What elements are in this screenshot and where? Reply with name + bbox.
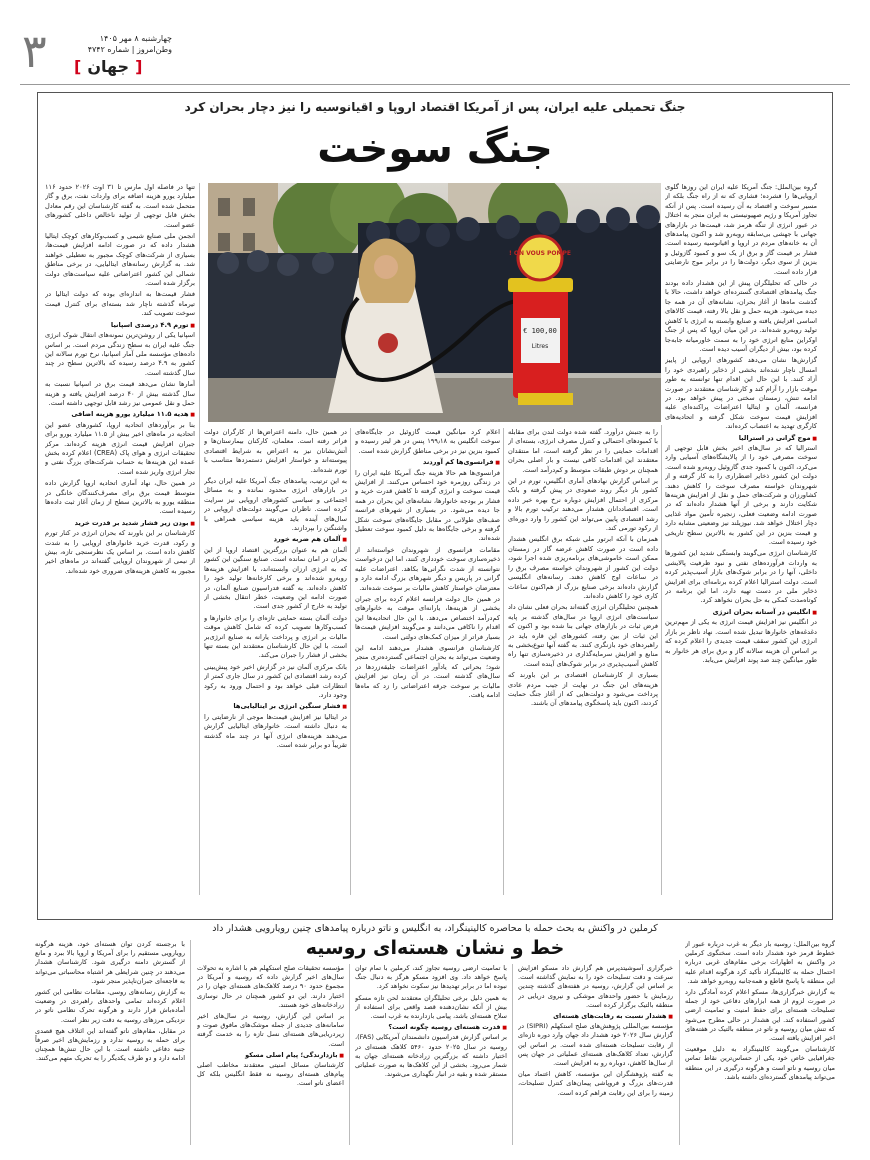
section-label — [74, 57, 142, 76]
paragraph: را به جنبش درآورد. گفته شده دولت لندن برای مقابله با کمبودهای احتمالی و کنترل مصرف انرژی، بسته‌ای از اقدامات حمایتی را در نظر گرفته است، اما منتقدان معتقدند این اقدامات کافی نیست و بار اصلی بحران همچنان بر دوش طبقات متوسط و کم‌درآمد است. — [508, 428, 658, 474]
story2-column-4 — [197, 964, 344, 1145]
paragraph: بانک مرکزی آلمان نیز در گزارش اخیر خود پیش‌بینی کرده رشد اقتصادی این کشور در سال جاری کمتر از انتظارات قبلی خواهد بود و احتمال ورود به رکود وجود دارد. — [204, 662, 347, 699]
story2-column-5 — [35, 940, 185, 1145]
article-column-4 — [204, 428, 347, 895]
protest-photo-illustration — [208, 183, 661, 422]
story2-headline: خط و نشان هسته‌ای روسیه — [305, 937, 565, 959]
paragraph: در حالی که تحلیلگران پیش از این هشدار داده بودند جنگ پیامدهای اقتصادی گسترده‌ای خواهد داشت، حالا با گذشت ماه‌ها از آغاز بحران، نشانه‌های آن در همه جا دیده می‌شود. هزینه حمل و نقل بالا رفته، قیمت کالاهای اساسی افزایش یافته و صنایع وابسته به انرژی با کاهش تولید روبه‌رو شده‌اند. در این میان اروپا که پس از جنگ اوکراین منابع انرژی خود را به سمت خاورمیانه جابه‌جا کرده بود، بیش از دیگران آسیب دیده است. — [665, 279, 817, 353]
paragraph: با برجسته کردن توان هسته‌ای خود، هزینه هرگونه رویارویی مستقیم را برای آمریکا و اروپا بالا ببرد و مانع از گسترش دامنه درگیری شود. کارشناسان هشدار می‌دهند در چنین شرایطی هر اشتباه محاسباتی می‌تواند به فاجعه‌ای جبران‌ناپذیر منجر شود. — [35, 940, 185, 985]
paragraph: در انگلیس نیز افزایش قیمت انرژی به یکی از مهم‌ترین دغدغه‌های خانوارها تبدیل شده است. نهاد ناظر بر بازار انرژی این کشور سقف قیمت جدیدی را اعلام کرده که بر اساس آن هزینه سالانه گاز و برق برای هر خانوار به طور میانگین چند صد پوند افزایش می‌یابد. — [665, 618, 817, 664]
paragraph: کارشناسان بر این باورند که بحران انرژی در کنار تورم و رکود، قدرت خرید خانوارهای اروپایی را به شدت کاهش داده است. بر اساس یک نظرسنجی تازه، بیش از نیمی از شهروندان اروپایی گفته‌اند در ماه‌های اخیر مجبور به کاهش هزینه‌های ضروری خود شده‌اند. — [45, 529, 195, 575]
photo-sign-text: ON VOUS POMPE ! — [509, 250, 571, 257]
lead-paragraph: گروه بین‌الملل: روسیه بار دیگر به غرب درباره عبور از خطوط قرمز خود هشدار داده است. سخنگوی کرملین در واکنش به اظهارات برخی مقام‌های غربی درباره احتمال حمله به کالینینگراد تأکید کرد هرگونه اقدام علیه این منطقه با پاسخ قاطع و همه‌جانبه روبه‌رو خواهد شد. — [685, 940, 835, 985]
masthead-rule — [20, 84, 850, 85]
column-rule — [503, 428, 504, 895]
paragraph: بر اساس گزارش نهادهای آماری انگلیس، تورم در این کشور بار دیگر روند صعودی در پیش گرفته و بانک مرکزی از احتمال افزایش دوباره نرخ بهره خبر داده است. اقتصاددانان هشدار می‌دهند ترکیب تورم بالا و رشد اقتصادی پایین می‌تواند این کشور را وارد دوره‌ای از رکود تورمی کند. — [508, 477, 658, 533]
story2-column-1 — [685, 940, 835, 1145]
column-rule — [199, 183, 200, 895]
paragraph: به همین دلیل برخی تحلیلگران معتقدند لحن تازه مسکو بیش از آنکه نشان‌دهنده قصد واقعی برای استفاده از سلاح هسته‌ای باشد، پیامی بازدارنده به غرب است. — [355, 993, 507, 1021]
paragraph: بسیاری از کارشناسان اقتصادی بر این باورند که هزینه‌های این جنگ در نهایت از جیب مردم عادی پرداخت می‌شود و دولت‌هایی که از آغاز جنگ حمایت کردند، اکنون باید پاسخگوی پیامدهای آن باشند. — [508, 671, 658, 708]
column-rule — [349, 964, 350, 1145]
paragraph: انجمن ملی صنایع شیمی و کسب‌وکارهای کوچک ایتالیا هشدار داده که در صورت ادامه افزایش قیمت‌ها، بسیاری از شرکت‌های کوچک مجبور به تعطیلی خواهند شد. به گزارش رسانه‌های ایتالیایی، در برخی مناطق شمالی این کشور اعتراضاتی علیه سیاست‌های دولت برگزار شده است. — [45, 232, 195, 288]
paragraph: با تمامیت ارضی روسیه تجاوز کند، کرملین با تمام توان پاسخ خواهد داد. وی افزود مسکو هرگز به دنبال جنگ نبوده اما در برابر تهدیدها نیز سکوت نخواهد کرد. — [355, 964, 507, 991]
paragraph: کارشناسان فرانسوی هشدار می‌دهند ادامه این وضعیت می‌تواند به بحران اجتماعی گسترده‌تری منجر شود؛ بحرانی که یادآور اعتراضات جلیقه‌زردها در سال‌های گذشته است. در آن زمان نیز افزایش مالیات بر سوخت جرقه اعتراضاتی را زد که ماه‌ها ادامه یافت. — [355, 643, 500, 699]
paragraph: همچنین تحلیلگران انرژی گفته‌اند بحران فعلی نشان داد سیاست‌های انرژی اروپا در سال‌های گذشته بر پایه فرض ثبات در بازارهای جهانی بنا شده بود و اکنون که این ثبات از بین رفته، کشورهای این قاره باید در راهبردهای خود بازنگری کنند. به گفته آنها تنوع‌بخشی به منابع و افزایش سرمایه‌گذاری در ذخیره‌سازی تنها راه کاهش آسیب‌پذیری در برابر شوک‌های آینده است. — [508, 603, 658, 668]
bracket-open: [ — [135, 57, 143, 76]
issue-number: وطن‌امروز | شماره ۴۷۴۲ — [87, 45, 172, 54]
paragraph: تنها در فاصله اول مارس تا ۳۱ اوت ۲۰۲۶ حدود ۱۱۶ میلیارد یورو هزینه اضافه برای واردات نفت، برق و گاز متحمل شده است. به گفته کارشناسان این رقم معادل بخش قابل توجهی از تولید ناخالص داخلی کشورهای عضو است. — [45, 183, 195, 229]
paragraph: در ایتالیا نیز افزایش قیمت‌ها موجی از نارضایتی را به دنبال داشته است. خانوارهای ایتالیایی گزارش می‌دهند هزینه‌های انرژی آنها در چند ماه گذشته تقریباً دو برابر شده است. — [204, 712, 347, 749]
paragraph: بنا بر برآوردهای اتحادیه اروپا، کشورهای عضو این اتحادیه در ماه‌های اخیر بیش از ۱۱.۵ میلیارد یورو برای جبران افزایش قیمت انرژی هزینه کرده‌اند. مرکز تحقیقات انرژی و هوای پاک (CREA) اعلام کرده بخش عمده این هزینه‌ها به حساب شرکت‌های بزرگ نفتی و تجار انرژی واریز شده است. — [45, 420, 195, 476]
subheading: ■ موج گرانی در استرالیا — [665, 434, 817, 444]
story2-column-3 — [355, 964, 507, 1145]
subheading: ■ هشدار نسبت به رقابت‌های هسته‌ای — [518, 1012, 673, 1022]
column-rule — [512, 964, 513, 1145]
paragraph: به این ترتیب، پیامدهای جنگ آمریکا علیه ایران دیگر در بازارهای انرژی محدود نمانده و به مسائل اجتماعی و سیاسی کشورهای اروپایی نیز سرایت کرده است. ناظران می‌گویند دولت‌های اروپایی در سال‌های آینده باید هزینه سیاسی همراهی با واشنگتن را بپردازند. — [204, 477, 347, 533]
paragraph: در همین حال، نهاد آماری اتحادیه اروپا گزارش داده متوسط قیمت برق برای مصرف‌کنندگان خانگی در منطقه یورو به بالاترین سطح از زمان آغاز ثبت داده‌ها رسیده است. — [45, 479, 195, 516]
issue-date: چهارشنبه ۸ مهر ۱۴۰۵ — [99, 34, 172, 43]
paragraph: به گزارش خبرگزاری‌ها، مسکو اعلام کرده آمادگی دارد در صورت لزوم از همه ابزارهای دفاعی خود از جمله تسلیحات هسته‌ای برای حفظ امنیت و تمامیت ارضی کشور استفاده کند. این هشدار در حالی مطرح می‌شود که تنش میان روسیه و ناتو در منطقه بالتیک در هفته‌های اخیر افزایش یافته است. — [685, 988, 835, 1043]
paragraph: مؤسسه بین‌المللی پژوهش‌های صلح استکهلم (SIPRI) در گزارش سال ۲۰۲۶ خود هشدار داد جهان وارد دوره تازه‌ای از رقابت تسلیحات هسته‌ای شده است. بر اساس این گزارش، تعداد کلاهک‌های هسته‌ای عملیاتی در جهان پس از سال‌ها کاهش، دوباره رو به افزایش است. — [518, 1022, 673, 1068]
paragraph: اسپانیا یکی از روشن‌ترین نمونه‌های انتقال شوک انرژی جنگ علیه ایران به سطح زندگی مردم است. بر اساس داده‌های مؤسسه ملی آمار اسپانیا، نرخ تورم سالانه این کشور به ۴.۹ درصد رسیده که بالاترین سطح در چند سال گذشته است. — [45, 331, 195, 377]
story-headline: جنگ سوخت — [317, 126, 553, 172]
subheading: ■ هدیه ۱۱.۵ میلیارد یورو هزینه اضافی — [45, 410, 195, 420]
paragraph: گزارش‌ها نشان می‌دهد کشورهای اروپایی از پاییز امسال ناچار شده‌اند بخشی از ذخایر راهبردی خود را آزاد کنند. با این حال این اقدام تنها توانسته به طور موقت بازار را آرام کند و کارشناسان معتقدند در صورت ادامه تنش، زمستان سختی در پیش خواهد بود. در فرانسه، آلمان و ایتالیا اعتراضات پراکنده‌ای علیه افزایش قیمت سوخت شکل گرفته و اتحادیه‌های کارگری تهدید به اعتصاب کرده‌اند. — [665, 356, 817, 431]
paragraph: کارشناسان انرژی می‌گویند وابستگی شدید این کشورها به واردات فرآورده‌های نفتی و نبود ظرفیت پالایشی داخلی، آنها را در برابر شوک‌های بازار آسیب‌پذیر کرده است. دولت استرالیا اعلام کرده برنامه‌ای برای افزایش ذخایر ملی در دست تهیه دارد، اما این برنامه در کوتاه‌مدت کمکی به حل بحران نخواهد کرد. — [665, 549, 817, 605]
lead-paragraph: گروه بین‌الملل: جنگ آمریکا علیه ایران این روزها گلوی اروپایی‌ها را فشرده؛ فشاری که نه از راه جنگ بلکه از مسیر سوخت و اقتصاد به آن رسیده است. پس از آنکه تجاوز آمریکا و رژیم صهیونیستی به ایران منجر به اختلال در عبور انرژی از تنگه هرمز شد، قیمت‌ها در بازارهای جهانی با جهشی بی‌سابقه روبه‌رو شد و اکنون پیامدهای آن به خانه‌های مردم در اروپا و اقیانوسیه رسیده است. فشار بر قیمت گاز و برق از یک سو و کمبود گازوئیل و بنزین از سوی دیگر، دولت‌ها را در برابر موج نارضایتی قرار داده است. — [665, 183, 817, 276]
story2-kicker: کرملین در واکنش به بحث حمله با محاصره کالینینگراد، به انگلیس و ناتو درباره پیامدهای چنین رویارویی هشدار داد — [212, 923, 658, 934]
paragraph: خبرگزاری آسوشیتدپرس هم گزارش داد مسکو افزایش سرعت و دقت تسلیحات خود را به نمایش گذاشته است. بر اساس این گزارش، روسیه در هفته‌های گذشته چندین رزمایش با حضور واحدهای موشکی و نیروی دریایی در منطقه بالتیک برگزار کرده است. — [518, 964, 673, 1009]
photo-pump-price: 100,00 € — [523, 327, 557, 335]
paragraph: در همین حال، دامنه اعتراض‌ها از کارگران دولت فراتر رفته است. معلمان، کارکنان بیمارستان‌ها و آتش‌نشانان نیز به اعتراض به شرایط اقتصادی پیوسته‌اند و خواستار افزایش دستمزدها متناسب با تورم شده‌اند. — [204, 428, 347, 474]
column-rule — [679, 960, 680, 1145]
subheading: ■ آلمان هم ضربه خورد — [204, 535, 347, 545]
article-column-2 — [508, 428, 658, 895]
paragraph: همزمان با آنکه ابرتور ملی شبکه برق انگلیس هشدار داده است در صورت کاهش عرضه گاز در زمستان ممکن است خاموشی‌های برنامه‌ریزی شده اجرا شود، دولت این کشور از شهروندان خواسته مصرف برق را در ساعات اوج کاهش دهند. رسانه‌های انگلیسی گزارش داده‌اند برخی صنایع بزرگ از هم‌اکنون ساعات کاری خود را کاهش داده‌اند. — [508, 535, 658, 600]
article-column-3 — [355, 428, 500, 895]
subheading: ■ بودن زیر فشار شدید بر قدرت خرید — [45, 519, 195, 529]
article-column-5 — [45, 183, 195, 895]
subheading: ■ بازدارندگی؛ پیام اصلی مسکو — [197, 1051, 344, 1061]
subheading: ■ تورم ۴.۹ درصدی اسپانیا — [45, 321, 195, 331]
article-column-1 — [665, 183, 817, 895]
column-rule — [350, 428, 351, 895]
paragraph: به گفته پژوهشگران این مؤسسه، کاهش اعتماد میان قدرت‌های بزرگ و فروپاشی پیمان‌های کنترل تسلیحات، زمینه را برای این رقابت فراهم کرده است. — [518, 1070, 673, 1097]
story2-column-2 — [518, 964, 673, 1145]
subheading: ■ فرانسوی‌ها کم آوردند — [355, 458, 500, 468]
subheading: ■ فشار سنگین انرژی بر ایتالیایی‌ها — [204, 702, 347, 712]
paragraph: کارشناسان مسائل امنیتی معتقدند مخاطب اصلی پیام‌های هسته‌ای روسیه نه فقط انگلیس بلکه کل اعضای ناتو است. — [197, 1061, 344, 1088]
paragraph: بر اساس گزارش فدراسیون دانشمندان آمریکایی (FAS)، روسیه در سال ۲۰۲۵ حدود ۵۴۶۰ کلاهک هسته‌ای در اختیار داشته که بزرگترین زرادخانه هسته‌ای جهان به شمار می‌رود. بخشی از این کلاهک‌ها به صورت عملیاتی مستقر شده و بقیه در انبار نگهداری می‌شوند. — [355, 1033, 507, 1079]
paragraph: آلمان هم به عنوان بزرگترین اقتصاد اروپا از این بحران در امان نمانده است. صنایع سنگین این کشور که به انرژی ارزان وابسته‌اند، با افزایش هزینه‌ها روبه‌رو شده‌اند و برخی کارخانه‌ها تولید خود را کاهش داده‌اند. به گفته فدراسیون صنایع آلمان، در صورت ادامه این وضعیت، خطر انتقال بخشی از تولید به خارج از کشور جدی است. — [204, 545, 347, 611]
paragraph: بر اساس این گزارش، روسیه در سال‌های اخیر سامانه‌های جدیدی از جمله موشک‌های مافوق صوت و زیردریایی‌های هسته‌ای نسل تازه را به خدمت گرفته است. — [197, 1012, 344, 1048]
paragraph: کارشناسان می‌گویند کالینینگراد به دلیل موقعیت جغرافیایی خاص خود یکی از حساس‌ترین نقاط تماس میان روسیه و ناتو است و هرگونه درگیری در این منطقه می‌تواند پیامدهای گسترده‌ای داشته باشد. — [685, 1045, 835, 1081]
column-rule — [661, 425, 662, 895]
paragraph: مقامات فرانسوی از شهروندان خواسته‌اند از ذخیره‌سازی سوخت خودداری کنند، اما این درخواست نتوانسته از شدت نگرانی‌ها بکاهد. اعتراضات علیه گرانی در پاریس و دیگر شهرهای بزرگ ادامه دارد و معترضان خواستار کاهش مالیات بر سوخت شده‌اند. — [355, 545, 500, 592]
page-number: ۳ — [22, 24, 47, 78]
subheading: ■ قدرت هسته‌ای روسیه چگونه است؟ — [355, 1023, 507, 1033]
subheading: ■ انگلیس در آستانه بحران انرژی — [665, 608, 817, 618]
paragraph: به گزارش رسانه‌های روسی، مقامات نظامی این کشور اعلام کرده‌اند تمامی واحدهای راهبردی در وضعیت آماده‌باش قرار دارند و هرگونه تحرک نظامی ناتو در نزدیکی مرزهای روسیه به دقت زیر نظر است. — [35, 988, 185, 1024]
protest-photo — [208, 183, 661, 422]
paragraph: دولت آلمان بسته حمایتی تازه‌ای را برای خانوارها و کسب‌وکارها تصویب کرده که شامل کاهش موقت مالیات بر انرژی و پرداخت یارانه به صنایع انرژی‌بر است. با این حال کارشناسان معتقدند این بسته تنها بخشی از فشار را جبران می‌کند. — [204, 613, 347, 660]
paragraph: فشار قیمت‌ها به اندازه‌ای بوده که دولت ایتالیا در تیرماه گذشته ناچار شد بسته‌ای برای کنترل قیمت سوخت تصویب کند. — [45, 290, 195, 318]
paragraph: در همین حال دولت فرانسه اعلام کرده برای جبران بخشی از هزینه‌ها، یارانه‌ای موقت به خانوارهای کم‌درآمد اختصاص می‌دهد. با این حال اتحادیه‌ها این اقدام را ناکافی می‌دانند و می‌گویند افزایش قیمت‌ها بسیار فراتر از میزان کمک‌های دولتی است. — [355, 594, 500, 641]
paragraph: در مقابل، مقام‌های ناتو گفته‌اند این ائتلاف هیچ قصدی برای حمله به روسیه ندارد و رزمایش‌های اخیر صرفاً جنبه دفاعی داشته است. با این حال تنش‌ها همچنان ادامه دارد و دو طرف یکدیگر را به تحریک متهم می‌کنند. — [35, 1026, 185, 1063]
section-name: جهان — [87, 57, 130, 76]
paragraph: مؤسسه تحقیقات صلح استکهلم هم با اشاره به تحولات سال‌های اخیر گزارش داده که روسیه و آمریکا در مجموع حدود ۹۰ درصد کلاهک‌های هسته‌ای جهان را در اختیار دارند. این دو کشور همچنان در حال نوسازی زرادخانه‌های خود هستند. — [197, 964, 344, 1009]
paragraph: اعلام کرد میانگین قیمت گازوئیل در جایگاه‌های سوخت انگلیس به ۱۹۹٫۱۸ پنس در هر لیتر رسیده و کمبود بنزین نیز در برخی مناطق گزارش شده است. — [355, 428, 500, 455]
paragraph: فرانسوی‌ها هم حالا هزینه جنگ آمریکا علیه ایران را در زندگی روزمره خود احساس می‌کنند. از افزایش قیمت سوخت و انرژی گرفته تا کاهش قدرت خرید و فشار بر بودجه خانوارها، نشانه‌های این بحران در همه جا دیده می‌شود. در بسیاری از شهرهای فرانسه صف‌های طولانی در مقابل جایگاه‌های سوخت شکل گرفته و برخی جایگاه‌ها به دلیل کمبود سوخت تعطیل شده‌اند. — [355, 468, 500, 543]
bracket-close: ] — [74, 57, 82, 76]
paragraph: استرالیا که در سال‌های اخیر بخش قابل توجهی از سوخت مصرفی خود را از پالایشگاه‌های آسیایی وارد می‌کرد، اکنون با کمبود جدی گازوئیل روبه‌رو شده است. دولت این کشور ذخایر اضطراری را به کار گرفته و از شهروندان خواسته مصرف سوخت را کاهش دهند. کشاورزان و شرکت‌های حمل و نقل از افزایش هزینه‌ها شکایت دارند و برخی از آنها هشدار داده‌اند که در صورت ادامه وضعیت فعلی، زنجیره تأمین مواد غذایی دچار اختلال خواهد شد. نیوزیلند نیز وضعیتی مشابه دارد و قیمت بنزین در این کشور به بالاترین سطح تاریخی خود رسیده است. — [665, 443, 817, 547]
story-kicker: جنگ تحمیلی علیه ایران، پس از آمریکا اقتصاد اروپا و اقیانوسیه را نیز دچار بحران کرد — [184, 100, 686, 114]
paragraph: آمارها نشان می‌دهد قیمت برق در اسپانیا نسبت به سال گذشته بیش از ۴۰ درصد افزایش یافته و هزینه حمل و نقل عمومی نیز رشد قابل توجهی داشته است. — [45, 380, 195, 407]
photo-pump-litres: Litres — [531, 343, 549, 350]
issue-info — [62, 33, 172, 55]
column-rule — [190, 940, 191, 1145]
